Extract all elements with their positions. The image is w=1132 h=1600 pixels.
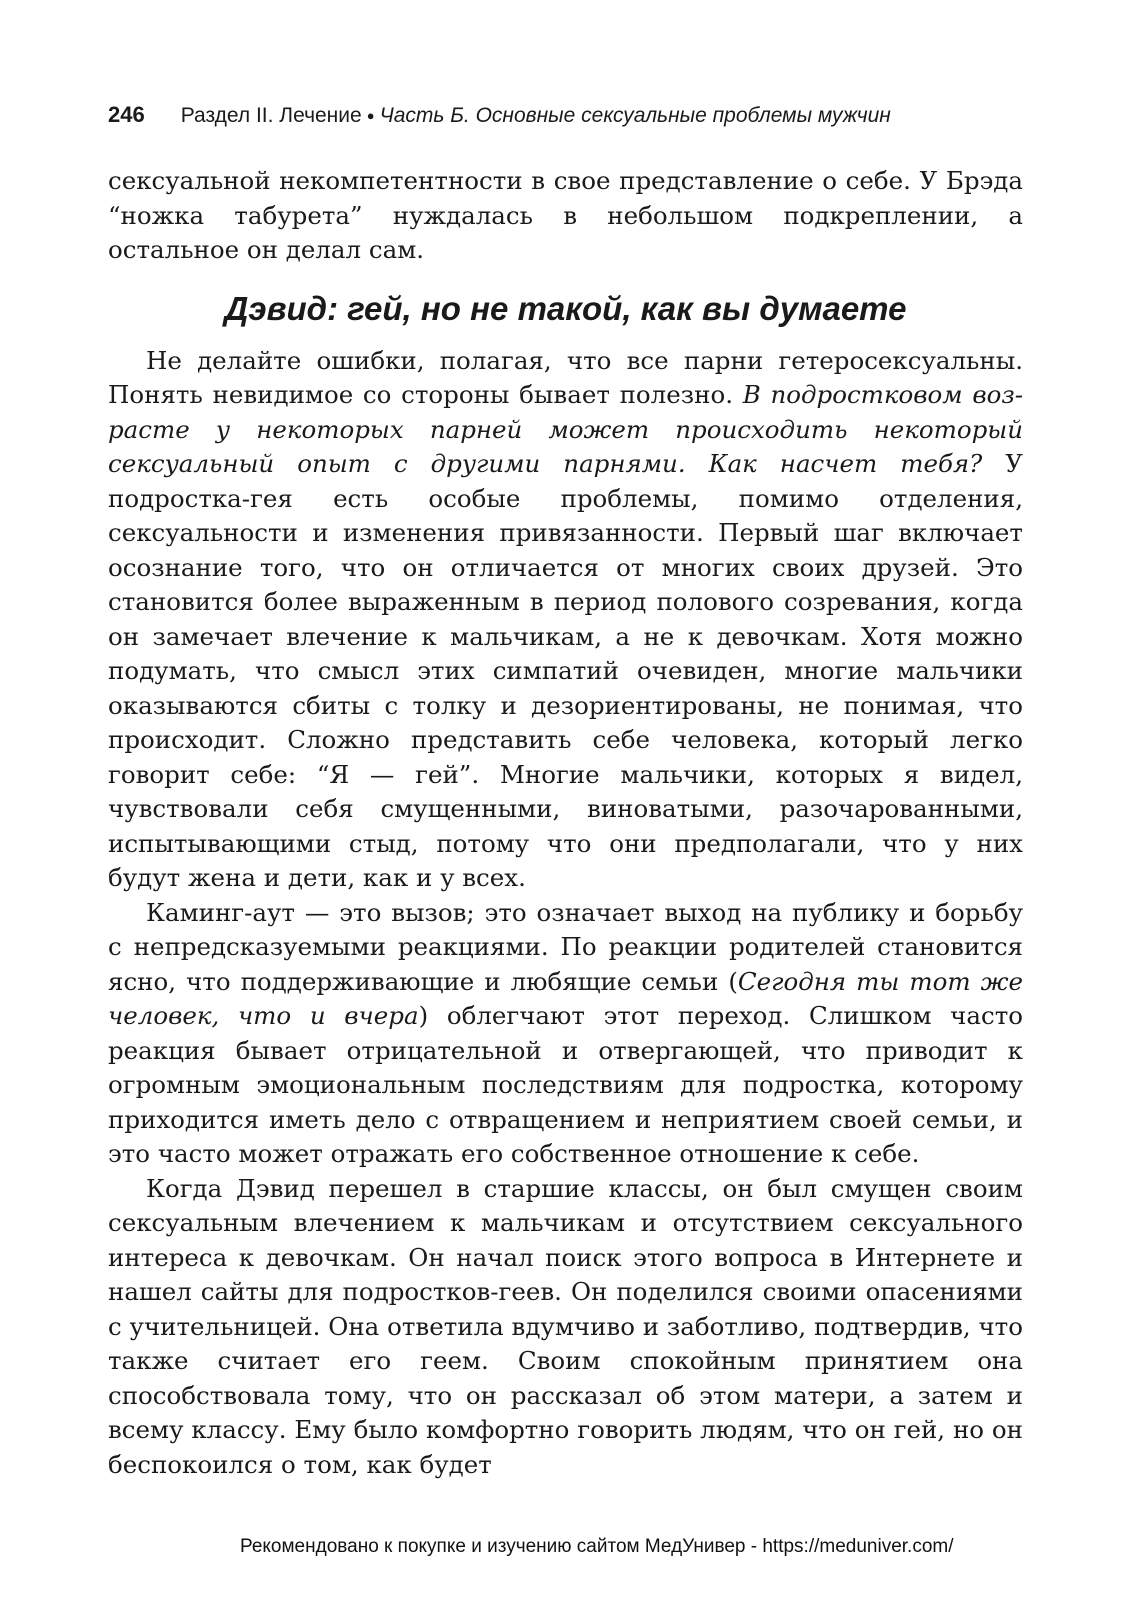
paragraph-1: [108, 344, 1023, 896]
bullet-separator-icon: ●: [366, 108, 375, 123]
section-heading: Дэвид: гей, но не такой, как вы думаете: [224, 289, 907, 327]
paragraph-2-text-b: ) облегчают этот переход. Слишком часто реакция бывает отрицательной и отвергающей, что приводит к огромным эмоциональным последствиям для подростка, которому приходится иметь дело с отвращением и неприятием своей семьи, и это часто может отражать его собственное отношение к себе.: [108, 1001, 1024, 1168]
paragraph-2-text-a: Каминг-аут — это вызов; это означает выход на публику и борьбу с непредсказуемыми реакциями. По реакции родителей становится ясно, что поддерживающие и любящие семьи (: [108, 897, 1023, 996]
running-head: [108, 100, 1038, 133]
section-title: Раздел II. Лечение: [180, 104, 362, 127]
paragraph-1-text-a: Не делайте ошибки, полагая, что все парни гетеросексуальны. Понять невидимое со стороны бывает полезно.: [108, 345, 1023, 409]
paragraph-1-italic: В подростковом возрасте у некоторых парней может происходить некоторый сексуальный опыт с другими парнями. Как насчет тебя?: [108, 380, 1023, 478]
body-text: [108, 164, 1023, 1482]
page-number: 246: [108, 102, 145, 127]
continued-paragraph: сексуальной некомпетентности в свое представление о себе. У Брэда “ножка табурета” нуждалась в небольшом подкреплении, а остальное он делал сам.: [108, 166, 1023, 264]
part-title: Часть Б. Основные сексуальные проблемы мужчин: [379, 104, 891, 127]
paragraph-2: [108, 896, 1023, 1172]
paragraph-1-text-b: У подростка-гея есть особые проблемы, помимо отделения, сексуальности и изменения привязанности. Первый шаг включает осознание того, что он отличается от многих своих друзей. Это становится более выраженным в период полового созревания, когда он замечает влечение к мальчикам, а не к девочкам. Хотя можно подумать, что смысл этих симпатий очевиден, многие мальчики оказываются сбиты с толку и дезориентированы, не понимая, что происходит. Сложно представить себе человека, который легко говорит себе: “Я — гей”. Многие мальчики, которых я видел, чувствовали себя смущенными, виноватыми, разочарованными, испытывающими стыд, потому что они предполагали, что у них будут жена и дети, как и у всех.: [108, 449, 1023, 892]
paragraph-2-italic: Сегодня ты тот же человек, что и вчера: [108, 966, 1023, 1030]
paragraph-3: Когда Дэвид перешел в старшие классы, он был смущен своим сексуальным влечением к мальчикам и отсутствием сексуального интереса к девочкам. Он начал поиск этого вопроса в Интернете и нашел сайты для подростков-геев. Он поделился своими опасениями с учительницей. Она ответила вдумчиво и заботливо, подтвердив, что также считает его геем. Своим спокойным принятием она способствовала тому, что он рассказал об этом матери, а затем и всему классу. Ему было комфортно говорить людям, что он гей, но он беспокоился о том, как будет: [108, 1173, 1023, 1479]
footer-watermark: Рекомендовано к покупке и изучению сайтом МедУнивер - https://meduniver.com/: [240, 1536, 954, 1557]
